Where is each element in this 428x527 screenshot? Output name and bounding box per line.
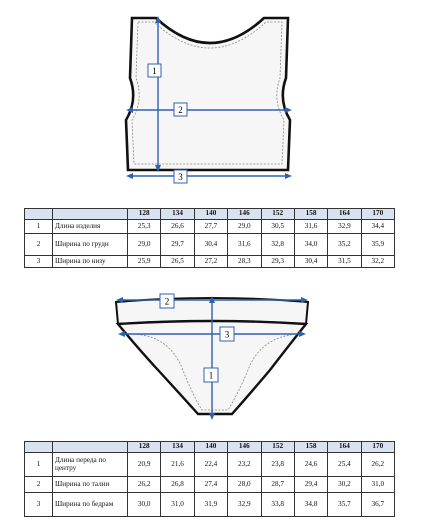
value-cell: 30,2 [328,477,361,493]
value-cell: 32,9 [328,220,361,234]
value-cell: 35,9 [361,234,394,256]
value-cell: 28,0 [228,477,261,493]
value-cell: 34,8 [294,493,327,517]
size-table-bottom [24,441,395,517]
value-cell: 31,6 [228,234,261,256]
header-cell: 170 [361,209,394,220]
value-cell: 26,2 [361,453,394,477]
value-cell: 26,6 [161,220,194,234]
header-cell [53,442,128,453]
crop-top-diagram [110,8,310,188]
value-cell: 27,7 [194,220,227,234]
row-number: 2 [25,234,53,256]
header-cell: 128 [128,442,161,453]
value-cell: 21,6 [161,453,194,477]
header-cell: 140 [194,209,227,220]
value-cell: 30,5 [261,220,294,234]
row-number: 2 [25,477,53,493]
table-row [25,453,395,477]
table-row [25,493,395,517]
value-cell: 25,9 [128,256,161,268]
header-cell: 140 [194,442,227,453]
table-header-row [25,442,395,453]
header-cell: 164 [328,442,361,453]
row-label: Ширина по талии [53,477,128,493]
value-cell: 27,2 [194,256,227,268]
marker-1: 1 [208,370,214,381]
size-table-top [24,208,395,268]
marker-2: 2 [164,296,170,307]
value-cell: 32,8 [261,234,294,256]
value-cell: 34,0 [294,234,327,256]
value-cell: 29,0 [228,220,261,234]
value-cell: 25,3 [128,220,161,234]
value-cell: 23,8 [261,453,294,477]
row-label: Ширина по низу [53,256,128,268]
row-label: Длина изделия [53,220,128,234]
value-cell: 28,7 [261,477,294,493]
row-number: 1 [25,220,53,234]
marker-3: 3 [178,172,183,182]
row-label: Ширина по бедрам [53,493,128,517]
value-cell: 31,6 [294,220,327,234]
value-cell: 26,2 [128,477,161,493]
header-cell: 170 [361,442,394,453]
header-cell: 134 [161,209,194,220]
value-cell: 28,3 [228,256,261,268]
value-cell: 26,8 [161,477,194,493]
value-cell: 31,9 [194,493,227,517]
value-cell: 32,9 [228,493,261,517]
value-cell: 34,4 [361,220,394,234]
row-label: Ширина по груди [53,234,128,256]
crop-top-outline [126,18,290,170]
value-cell: 26,5 [161,256,194,268]
value-cell: 29,3 [261,256,294,268]
header-cell [25,442,53,453]
value-cell: 30,4 [194,234,227,256]
value-cell: 24,6 [294,453,327,477]
row-number: 3 [25,493,53,517]
row-label: Длина переда по центру [53,453,128,477]
header-cell [25,209,53,220]
briefs-diagram [108,290,318,430]
table-header-row [25,209,395,220]
value-cell: 20,9 [128,453,161,477]
header-cell: 146 [228,442,261,453]
table-row [25,477,395,493]
header-cell [53,209,128,220]
value-cell: 36,7 [361,493,394,517]
value-cell: 27,4 [194,477,227,493]
table-row [25,256,395,268]
value-cell: 31,0 [361,477,394,493]
marker-3: 3 [224,329,230,340]
table-row [25,220,395,234]
value-cell: 29,0 [128,234,161,256]
value-cell: 25,4 [328,453,361,477]
header-cell: 146 [228,209,261,220]
row-number: 1 [25,453,53,477]
marker-2: 2 [178,105,183,115]
value-cell: 31,5 [328,256,361,268]
header-cell: 128 [128,209,161,220]
value-cell: 29,4 [294,477,327,493]
value-cell: 31,0 [161,493,194,517]
value-cell: 23,2 [228,453,261,477]
value-cell: 33,8 [261,493,294,517]
value-cell: 32,2 [361,256,394,268]
value-cell: 30,0 [128,493,161,517]
value-cell: 22,4 [194,453,227,477]
value-cell: 35,7 [328,493,361,517]
value-cell: 30,4 [294,256,327,268]
value-cell: 35,2 [328,234,361,256]
header-cell: 134 [161,442,194,453]
marker-1: 1 [152,66,157,76]
row-number: 3 [25,256,53,268]
table-row [25,234,395,256]
header-cell: 164 [328,209,361,220]
header-cell: 152 [261,442,294,453]
header-cell: 158 [294,442,327,453]
header-cell: 152 [261,209,294,220]
header-cell: 158 [294,209,327,220]
value-cell: 29,7 [161,234,194,256]
